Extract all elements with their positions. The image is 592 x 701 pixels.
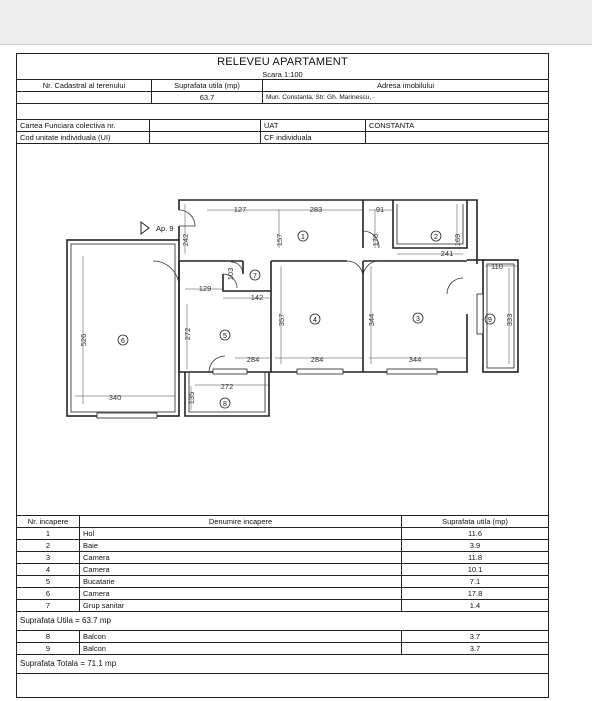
cell-nr: 9 xyxy=(17,643,80,655)
dim-284-a: 284 xyxy=(246,355,260,364)
dim-284-b: 284 xyxy=(310,355,324,364)
table-row xyxy=(17,552,549,564)
room-number-9: 9 xyxy=(488,317,492,324)
cell-area: 3.9 xyxy=(402,540,549,552)
door-entry xyxy=(179,210,195,226)
cell-name: Hol xyxy=(80,528,402,540)
col-area-header: Suprafata utila (mp) xyxy=(402,516,549,528)
dim-129: 129 xyxy=(198,284,212,293)
cell-name: Bucatarie xyxy=(80,576,402,588)
room-number-3: 3 xyxy=(416,316,420,323)
cadastral-value xyxy=(17,92,152,104)
uat-value: CONSTANTA xyxy=(366,120,549,132)
cell-area: 11.6 xyxy=(402,528,549,540)
table-row xyxy=(17,631,549,643)
cell-name: Balcon xyxy=(80,643,402,655)
window-room-5 xyxy=(213,369,247,374)
dim-135: 135 xyxy=(187,391,196,405)
room-6-outline xyxy=(67,240,179,416)
room-number-6: 6 xyxy=(121,338,125,345)
cell-nr: 7 xyxy=(17,600,80,612)
dim-169: 169 xyxy=(453,233,462,247)
table-row xyxy=(17,564,549,576)
cell-area: 7.1 xyxy=(402,576,549,588)
door-balcony-9 xyxy=(477,294,483,334)
cell-name: Camera xyxy=(80,564,402,576)
door-room-4 xyxy=(347,261,363,277)
cell-name: Baie xyxy=(80,540,402,552)
dim-241: 241 xyxy=(440,249,454,258)
table-row xyxy=(17,643,549,655)
cell-area: 17.8 xyxy=(402,588,549,600)
dim-344-h: 344 xyxy=(408,355,422,364)
document-sheet xyxy=(0,44,592,701)
table-row xyxy=(17,528,549,540)
room-number-8: 8 xyxy=(223,401,227,408)
area-label: Suprafata utila (mp) xyxy=(152,80,263,92)
wall-north xyxy=(179,200,477,264)
col-nr-header: Nr. incapere xyxy=(17,516,80,528)
dim-272-v: 272 xyxy=(183,327,192,341)
cell-area: 10.1 xyxy=(402,564,549,576)
door-room-9 xyxy=(447,278,463,294)
cell-name: Camera xyxy=(80,588,402,600)
room-number-2: 2 xyxy=(434,234,438,241)
area-value: 63.7 xyxy=(152,92,263,104)
dim-127: 127 xyxy=(233,205,247,214)
dim-526: 526 xyxy=(79,333,88,347)
cell-nr: 3 xyxy=(17,552,80,564)
cf-value xyxy=(366,132,549,144)
cell-nr: 4 xyxy=(17,564,80,576)
dim-357: 357 xyxy=(277,313,286,327)
window-room-3 xyxy=(387,369,437,374)
table-row xyxy=(17,588,549,600)
cf-label: CF individuala xyxy=(261,132,366,144)
entry-arrow-icon xyxy=(141,222,149,234)
room-number-1: 1 xyxy=(301,234,305,241)
dim-344-v: 344 xyxy=(367,313,376,327)
uat-label: UAT xyxy=(261,120,366,132)
table-row xyxy=(17,540,549,552)
document-frame xyxy=(16,53,549,698)
dim-272-h: 272 xyxy=(220,382,234,391)
window-room-4 xyxy=(297,369,343,374)
dim-170: 170 xyxy=(371,233,380,247)
background-top xyxy=(0,0,592,44)
window-room-6 xyxy=(97,413,157,418)
table-row xyxy=(17,576,549,588)
document-title: RELEVEU APARTAMENT xyxy=(217,56,348,68)
dim-91: 91 xyxy=(375,205,385,214)
dim-157: 157 xyxy=(275,233,284,247)
cf-table xyxy=(16,119,549,144)
header-table xyxy=(16,79,549,104)
apartment-label: Ap. 9 xyxy=(156,224,174,233)
dim-283: 283 xyxy=(309,205,323,214)
cod-value xyxy=(150,132,261,144)
room-number-5: 5 xyxy=(223,333,227,340)
utila-total: Suprafata Utila = 63.7 mp xyxy=(17,612,549,631)
dim-142: 142 xyxy=(250,293,264,302)
cod-label: Cod unitate individuala (UI) xyxy=(17,132,150,144)
carte-value xyxy=(150,120,261,132)
cell-nr: 1 xyxy=(17,528,80,540)
col-name-header: Denumire incapere xyxy=(80,516,402,528)
room-number-4: 4 xyxy=(313,317,317,324)
cell-nr: 6 xyxy=(17,588,80,600)
dim-110: 110 xyxy=(491,262,503,271)
dim-103: 103 xyxy=(226,267,235,281)
rooms-table xyxy=(16,515,549,674)
cell-name: Grup sanitar xyxy=(80,600,402,612)
document-scale: Scara 1:100 xyxy=(262,70,303,79)
room-8-outline xyxy=(185,372,269,416)
cell-area: 1.4 xyxy=(402,600,549,612)
cell-nr: 8 xyxy=(17,631,80,643)
room-number-7: 7 xyxy=(253,273,257,280)
floor-plan xyxy=(17,144,550,514)
cell-nr: 5 xyxy=(17,576,80,588)
cell-area: 3.7 xyxy=(402,631,549,643)
cell-nr: 2 xyxy=(17,540,80,552)
dim-333: 333 xyxy=(505,313,514,327)
cadastral-label: Nr. Cadastral al terenului xyxy=(17,80,152,92)
total-area: Suprafata Totala = 71.1 mp xyxy=(17,655,549,674)
cell-area: 3.7 xyxy=(402,643,549,655)
address-label: Adresa imobilului xyxy=(263,80,549,92)
dim-340: 340 xyxy=(108,393,122,402)
carte-label: Cartea Funciara colectiva nr. xyxy=(17,120,150,132)
table-row xyxy=(17,600,549,612)
cell-name: Camera xyxy=(80,552,402,564)
dim-242: 242 xyxy=(181,233,190,247)
cell-name: Balcon xyxy=(80,631,402,643)
address-value: Mun. Constanta, Str. Gh. Marinescu, · xyxy=(263,92,549,104)
cell-area: 11.8 xyxy=(402,552,549,564)
